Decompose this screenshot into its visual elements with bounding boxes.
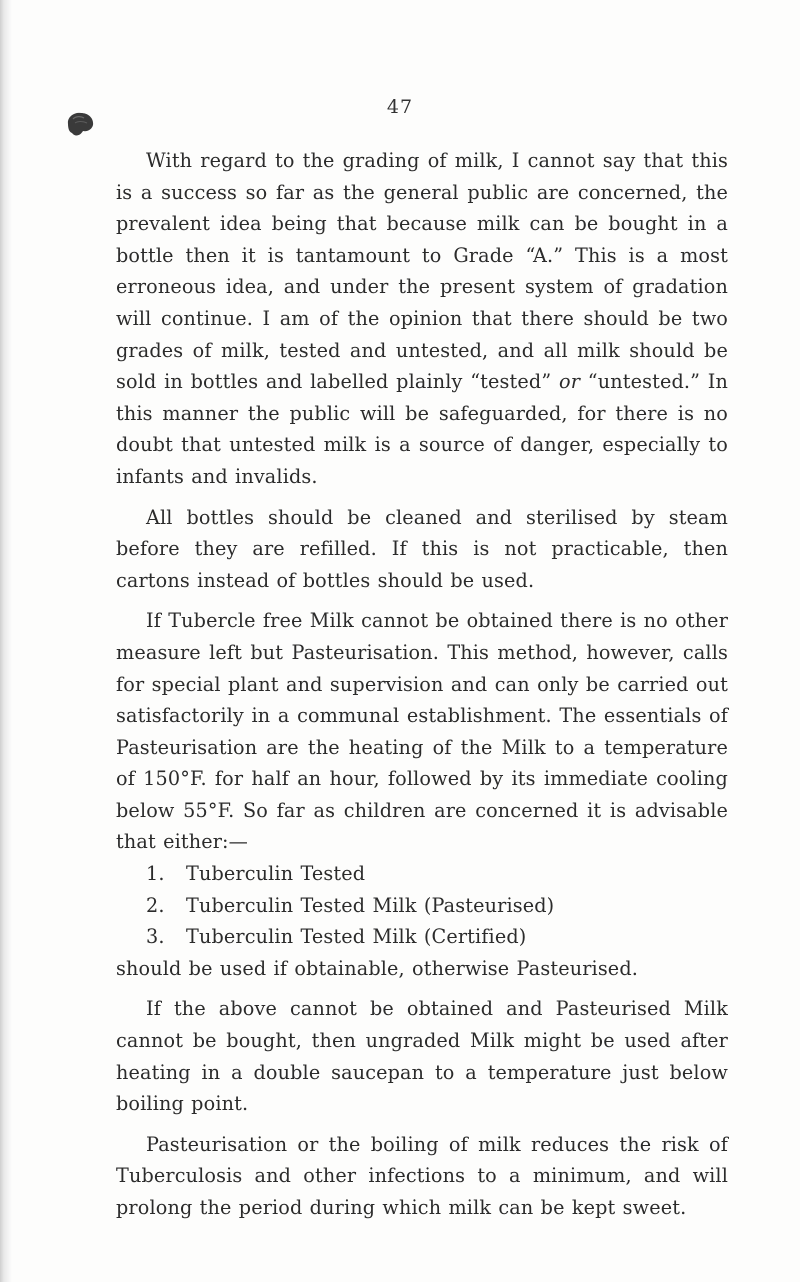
list-number: 2. (146, 893, 165, 917)
paragraph-continuation: should be used if obtainable, otherwise Pasteurised. (116, 956, 638, 980)
body-text (116, 145, 728, 1224)
list-number: 1. (146, 862, 165, 886)
list-item (146, 921, 728, 953)
milk-grades-list (116, 858, 728, 953)
page-number: 47 (386, 96, 414, 118)
list-item (146, 858, 728, 890)
paragraph-grading: With regard to the grading of milk, I cannot say that this is a success so far as the general public are concerned, the prevalent idea being that because milk can be bought in a bottle then it is tantamount to Grade “A.” This is a most erroneous idea, and under the present system of gradation will continue. I am of the opinion that there should be two grades of milk, tested and untested, and all milk should be sold in bottles and labelled plainly “tested” or “untested.” In this manner the public will be safeguarded, for there is no doubt that untested milk is a source of danger, especially to infants and invalids. (116, 149, 729, 488)
binding-edge (0, 0, 12, 1282)
ink-blot-icon (64, 110, 96, 138)
paragraph-boiling: Pasteurisation or the boiling of milk reduces the risk of Tuberculosis and other infections to a minimum, and will prolong the period during which milk can be kept sweet. (116, 1132, 728, 1219)
paragraph-pasteurisation: If Tubercle free Milk cannot be obtained there is no other measure left but Pasteurisation. This method, however, calls for special plant and supervision and can only be carried out satisfactorily in a communal establishment. The essentials of Pasteurisation are the heating of the Milk to a temperature of 150°F. for half an hour, followed by its immediate cooling below 55°F. So far as children are concerned it is advisable that either:— (116, 609, 729, 854)
paragraph-bottles: All bottles should be cleaned and sterilised by steam before they are refilled. If this is not practicable, then cartons instead of bottles should be used. (116, 505, 728, 592)
list-text: Tuberculin Tested (186, 862, 366, 886)
list-item (146, 890, 728, 922)
list-text: Tuberculin Tested Milk (Pasteurised) (186, 893, 555, 917)
list-number: 3. (146, 925, 165, 949)
italic-or: or (559, 370, 581, 394)
list-text: Tuberculin Tested Milk (Certified) (186, 925, 527, 949)
paragraph-ungraded-milk: If the above cannot be obtained and Pasteurised Milk cannot be bought, then ungraded Milk might be used after heating in a double saucepan to a temperature just below boiling point. (116, 997, 728, 1116)
